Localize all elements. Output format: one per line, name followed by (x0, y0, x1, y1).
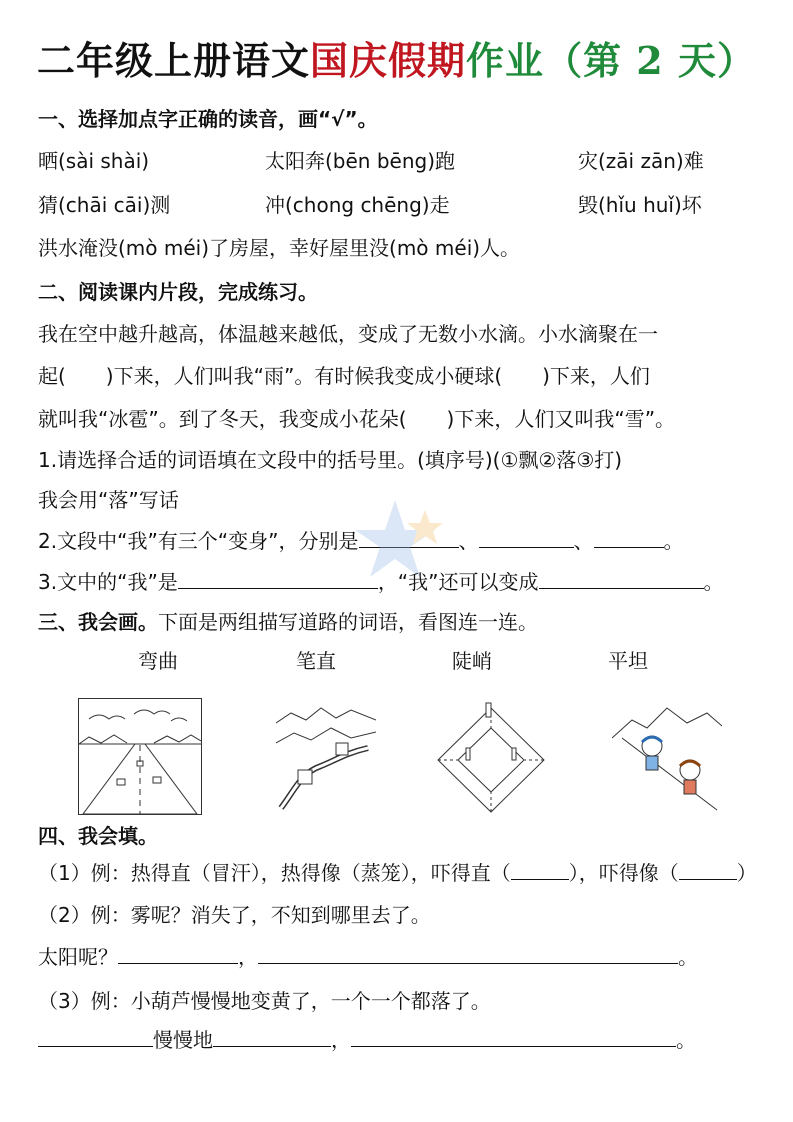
period: 。 (663, 529, 684, 553)
passage-line-2: 起( )下来，人们叫我“雨”。有时候我变成小硬球( )下来，人们 (38, 364, 650, 388)
fill-item-2-prefix: 太阳呢？ (38, 945, 118, 969)
mountain-climb-picture[interactable] (612, 698, 722, 813)
great-wall-picture[interactable] (276, 698, 376, 813)
word-curvy[interactable]: 弯曲 (138, 649, 178, 673)
answer-blank[interactable] (351, 1028, 676, 1047)
pinyin-sentence[interactable]: 洪水淹没(mò méi)了房屋，幸好屋里没(mò méi)人。 (38, 236, 521, 260)
pinyin-item[interactable]: 冲(chong chēng)走 (265, 193, 450, 217)
answer-blank[interactable] (679, 861, 737, 880)
page-title (0, 30, 793, 85)
answer-blank[interactable] (511, 861, 569, 880)
answer-blank[interactable] (539, 570, 704, 589)
title-homework: 作业 (466, 38, 545, 83)
answer-blank[interactable] (38, 1028, 153, 1047)
straight-road-picture[interactable] (78, 698, 202, 815)
fill-item-2 (38, 941, 698, 970)
period: 。 (678, 945, 698, 969)
section1-heading: 一、选择加点字正确的读音，画“√”。 (38, 107, 378, 131)
fill-item-1 (38, 857, 757, 886)
section3-title (38, 606, 538, 635)
fill-item-3-example: （3）例：小葫芦慢慢地变黄了，一个一个都落了。 (38, 989, 491, 1013)
word-flat[interactable]: 平坦 (608, 649, 648, 673)
section4-heading: 四、我会填。 (38, 824, 158, 848)
fill-item-1-mid: ），吓得像（ (568, 861, 679, 885)
separator: ， (331, 1028, 351, 1052)
question-1: 1.请选择合适的词语填在文段中的括号里。(填序号)(①飘②落③打) (38, 448, 623, 472)
pinyin-item[interactable]: 猜(chāi cāi)测 (38, 193, 171, 217)
separator: 、 (573, 529, 594, 553)
word-straight[interactable]: 笔直 (296, 649, 336, 673)
title-holiday: 国庆假期 (310, 38, 467, 83)
answer-blank[interactable] (594, 529, 664, 548)
watermark-star-icon (355, 495, 465, 585)
section2-heading: 二、阅读课内片段，完成练习。 (38, 280, 318, 304)
pinyin-item[interactable]: 灾(zāi zān)难 (578, 149, 704, 173)
answer-blank[interactable] (258, 945, 678, 964)
question-3-mid: ，“我”还可以变成 (377, 570, 539, 594)
passage-line-3: 就叫我“冰雹”。到了冬天，我变成小花朵( )下来，人们又叫我“雪”。 (38, 407, 676, 431)
separator: 、 (458, 529, 479, 553)
passage-line-1: 我在空中越升越高，体温越来越低，变成了无数小水滴。小水滴聚在一 (38, 322, 658, 346)
question-1-write: 我会用“落”写话 (38, 488, 179, 512)
fill-item-1-text: （1）例：热得直（冒汗），热得像（蒸笼），吓得直（ (38, 861, 511, 885)
answer-blank[interactable] (178, 570, 378, 589)
title-day: （第 2 天） (544, 38, 756, 83)
fill-item-3 (38, 1024, 696, 1053)
fill-item-3-mid: 慢慢地 (153, 1028, 213, 1052)
question-2-text: 2.文段中“我”有三个“变身”，分别是 (38, 529, 359, 553)
period: 。 (676, 1028, 696, 1052)
period: 。 (703, 570, 724, 594)
crossroad-picture[interactable] (436, 698, 546, 813)
word-steep[interactable]: 陡峭 (452, 649, 492, 673)
answer-blank[interactable] (118, 945, 238, 964)
pinyin-item[interactable]: 晒(sài shài) (38, 149, 150, 173)
pinyin-item[interactable]: 毁(hǐu huǐ)坏 (578, 193, 702, 217)
question-3-text: 3.文中的“我”是 (38, 570, 178, 594)
fill-item-1-end: ） (736, 861, 757, 885)
section3-heading: 三、我会画。 (38, 610, 158, 634)
section3-instruction: 下面是两组描写道路的词语，看图连一连。 (158, 610, 538, 634)
answer-blank[interactable] (213, 1028, 331, 1047)
title-grade: 二年级上册语文 (37, 38, 311, 83)
fill-item-2-example: （2）例：雾呢？消失了，不知到哪里去了。 (38, 903, 431, 927)
answer-blank[interactable] (479, 529, 574, 548)
pinyin-item[interactable]: 太阳奔(bēn bēng)跑 (265, 149, 456, 173)
separator: ， (238, 945, 258, 969)
